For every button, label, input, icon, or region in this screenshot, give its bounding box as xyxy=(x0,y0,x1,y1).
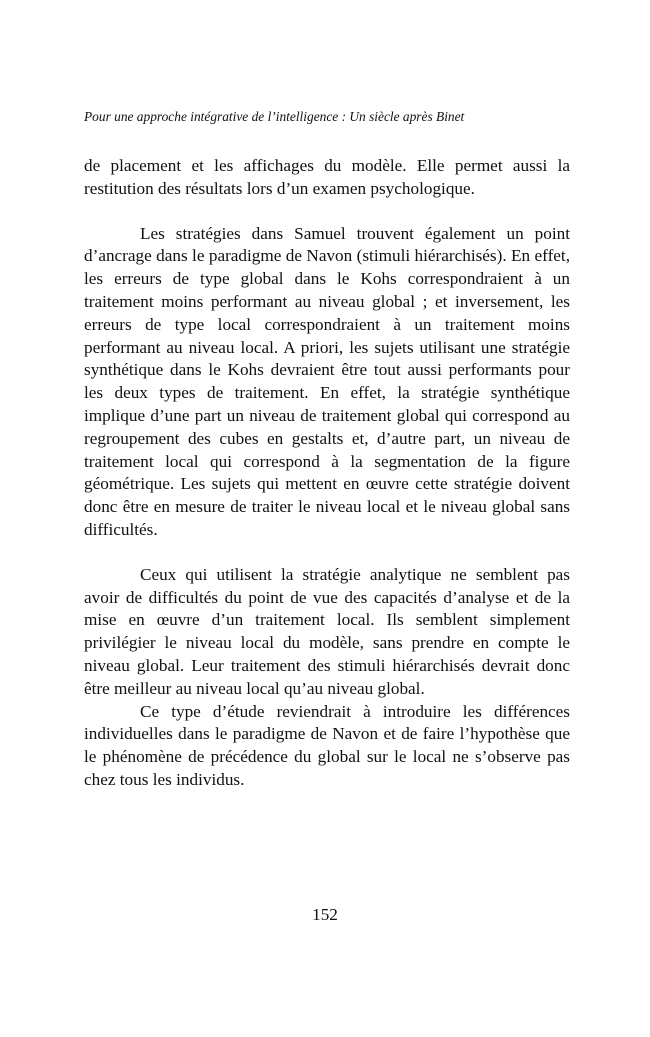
paragraph-2: Les stratégies dans Samuel trouvent également un point d’ancrage dans le paradigme de Navon (stimuli hiérarchisés). En effet, les erreurs de type global dans le Kohs correspondraient à un traitement moins performant au niveau global ; et inversement, les erreurs de type local correspondraient à un traitement moins performant au niveau local. A priori, les sujets utilisant une stratégie synthétique dans le Kohs devraient être tout aussi performants pour les deux types de traitement. En effet, la stratégie synthétique implique d’une part un niveau de traitement global qui correspond au regroupement des cubes en gestalts et, d’autre part, un niveau de traitement local qui correspond à la segmentation de la figure géométrique. Les sujets qui mettent en œuvre cette stratégie doivent donc être en mesure de traiter le niveau local et le niveau global sans difficultés. xyxy=(84,223,570,539)
paragraph-4: Ce type d’étude reviendrait à introduire les différences individuelles dans le paradigme de Navon et de faire l’hypothèse que le phénomène de précédence du global sur le local ne s’observe pas chez tous les individus. xyxy=(84,701,570,789)
paragraph-3: Ceux qui utilisent la stratégie analytique ne semblent pas avoir de difficultés du point de vue des capacités d’analyse et de la mise en œuvre d’un traitement local. Ils semblent simplement privilégier le niveau local du modèle, sans prendre en compte le niveau global. Leur traitement des stimuli hiérarchisés devrait donc être meilleur au niveau local qu’au niveau global. xyxy=(84,564,570,698)
body-text xyxy=(84,155,570,792)
page-number: 152 xyxy=(312,905,338,924)
running-header: Pour une approche intégrative de l’intelligence : Un siècle après Binet xyxy=(84,109,465,124)
paragraph-1: de placement et les affichages du modèle. Elle permet aussi la restitution des résultats lors d’un examen psychologique. xyxy=(84,156,570,198)
